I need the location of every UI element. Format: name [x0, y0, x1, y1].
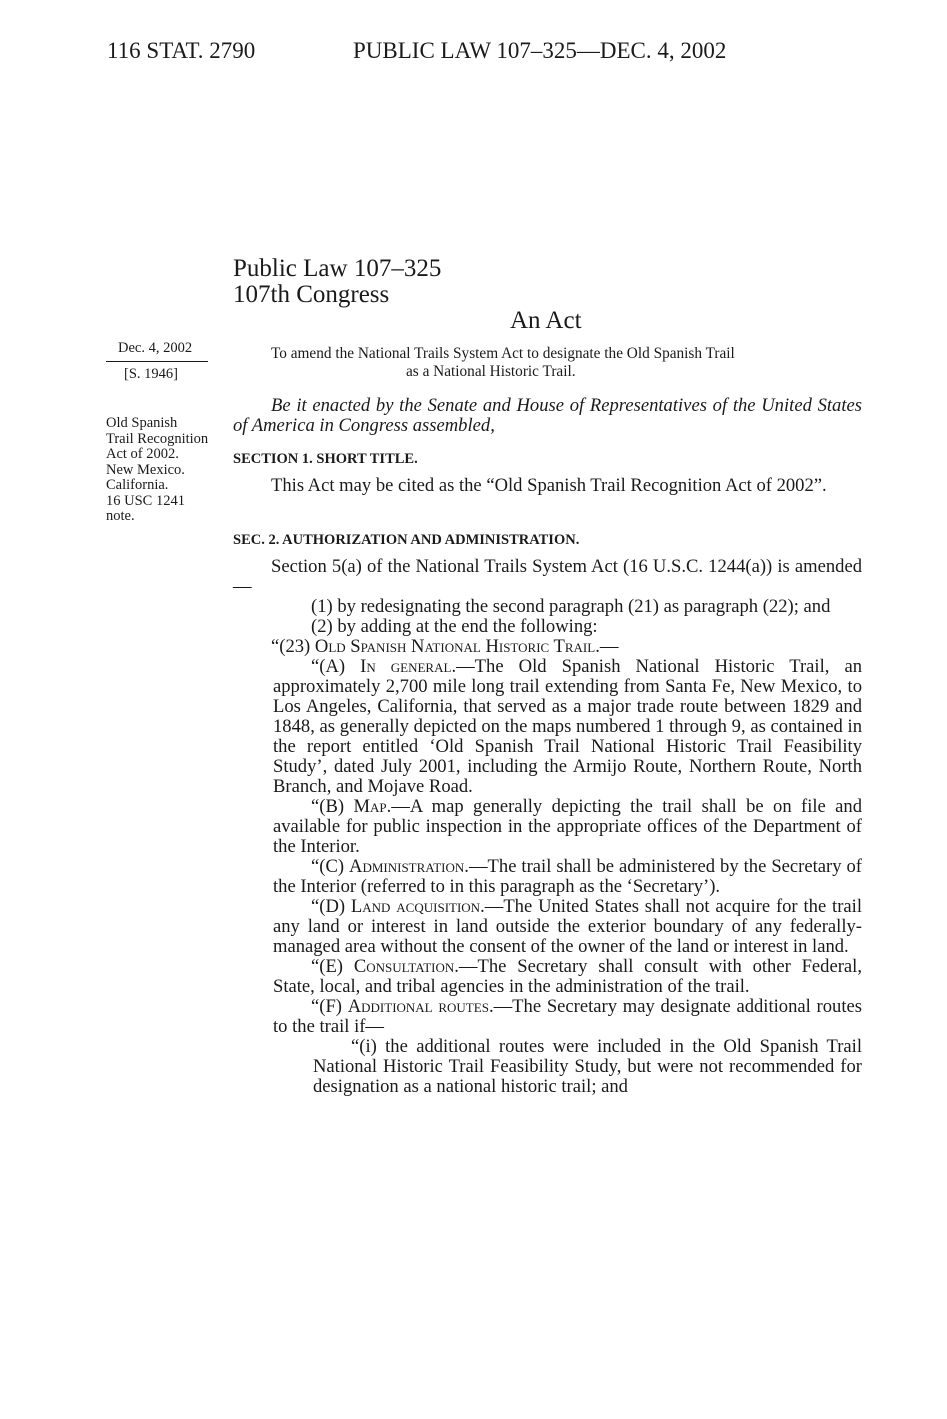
- section-1-heading: SECTION 1. SHORT TITLE.: [233, 451, 418, 467]
- subparagraph-d: [273, 897, 862, 957]
- subparagraph-f-number: “(F): [311, 996, 348, 1017]
- running-header: PUBLIC LAW 107–325—DEC. 4, 2002: [353, 38, 727, 63]
- amendment-item-1: (1) by redesignating the second paragraph (21) as paragraph (22); and: [311, 596, 831, 617]
- subparagraph-e: [273, 957, 862, 997]
- subparagraph-a-number: “(A): [311, 656, 361, 677]
- subparagraph-a-text: .—The Old Spanish National Historic Trail, an approximately 2,700 mile long trail extending from Santa Fe, New Mexico, to Los Angeles, California, that served as a major trade route between 1829 and 1848, as generally depicted on the maps numbered 1 through 9, as contained in the report entitled ‘Old Spanish Trail National Historic Trail Feasibility Study’, dated July 2001, including the Armijo Route, Northern Route, North Branch, and Mojave Road.: [273, 656, 862, 797]
- subparagraph-a: [273, 657, 862, 797]
- subparagraph-c-text: .—The trail shall be administered by the Secretary of the Interior (referred to in this paragraph as the ‘Secretary’).: [273, 856, 863, 897]
- amendment-item-2: (2) by adding at the end the following:: [311, 616, 598, 637]
- margin-note-line: 16 USC 1241: [106, 492, 185, 509]
- margin-bill-number: [S. 1946]: [124, 366, 178, 382]
- subparagraph-c-heading: Administration: [349, 856, 465, 877]
- page-stat-citation: 116 STAT. 2790: [107, 38, 256, 63]
- paragraph-23: [233, 637, 862, 657]
- act-purpose: [271, 345, 735, 381]
- subparagraph-e-number: “(E): [311, 956, 354, 977]
- act-purpose-line-2: as a National Historic Trail.: [406, 363, 576, 380]
- margin-note-line: Old Spanish: [106, 415, 178, 431]
- subparagraph-e-heading: Consultation: [353, 956, 455, 977]
- enacting-clause: Be it enacted by the Senate and House of Representatives of the United States of America in Congress assembled,: [233, 395, 862, 436]
- section-2-intro: Section 5(a) of the National Trails System Act (16 U.S.C. 1244(a)) is amended—: [233, 556, 862, 597]
- subparagraph-b-number: “(B): [311, 796, 354, 817]
- margin-note-line: New Mexico.: [106, 461, 185, 478]
- an-act-heading: An Act: [510, 307, 582, 334]
- subparagraph-f-heading: Additional routes: [347, 996, 489, 1017]
- section-2-heading: SEC. 2. AUTHORIZATION AND ADMINISTRATION.: [233, 532, 580, 548]
- subparagraph-d-text: .—The United States shall not acquire for the trail any land or interest in land outside the exterior boundary of any federally-managed area without the consent of the owner of the land or interest in land.: [273, 896, 862, 957]
- subparagraph-b: [273, 797, 862, 857]
- margin-note-line: note.: [106, 508, 135, 524]
- margin-date: Dec. 4, 2002: [118, 340, 193, 356]
- congress-number: 107th Congress: [233, 281, 390, 308]
- public-law-number: Public Law 107–325: [233, 255, 442, 282]
- section-2-body: [233, 557, 862, 1097]
- margin-notes: [106, 416, 208, 525]
- margin-note-line: California.: [106, 477, 169, 493]
- subparagraph-b-text: .—A map generally depicting the trail shall be on file and available for public inspection in the appropriate offices of the Department of the Interior.: [273, 796, 863, 857]
- subparagraph-b-heading: Map: [353, 796, 387, 817]
- subparagraph-e-text: .—The Secretary shall consult with other Federal, State, local, and tribal agencies in the administration of the trail.: [273, 956, 862, 997]
- paragraph-23-heading: Old Spanish National Historic Trail: [314, 636, 596, 657]
- section-1-text: This Act may be cited as the “Old Spanish Trail Recognition Act of 2002”.: [271, 475, 827, 496]
- subparagraph-d-heading: Land acquisition: [350, 896, 481, 917]
- margin-note-line: Trail Recognition: [106, 430, 209, 447]
- paragraph-23-dash: .—: [595, 636, 619, 657]
- subparagraph-c: [273, 857, 862, 897]
- margin-rule: [106, 361, 208, 362]
- subparagraph-c-number: “(C): [311, 856, 350, 877]
- subparagraph-f-text: .—The Secretary may designate additional routes to the trail if—: [273, 996, 862, 1037]
- paragraph-23-number: “(23): [271, 636, 315, 657]
- act-purpose-line-1: To amend the National Trails System Act to designate the Old Spanish Trail: [271, 345, 735, 362]
- subparagraph-a-heading: In general: [360, 656, 452, 677]
- margin-note-line: Act of 2002.: [106, 446, 179, 462]
- clause-i: “(i) the additional routes were included in the Old Spanish Trail National Historic Trail Feasibility Study, but were not recommended for designation as a national historic trail; and: [313, 1036, 862, 1097]
- subparagraph-f: [273, 997, 862, 1037]
- subparagraph-d-number: “(D): [311, 896, 351, 917]
